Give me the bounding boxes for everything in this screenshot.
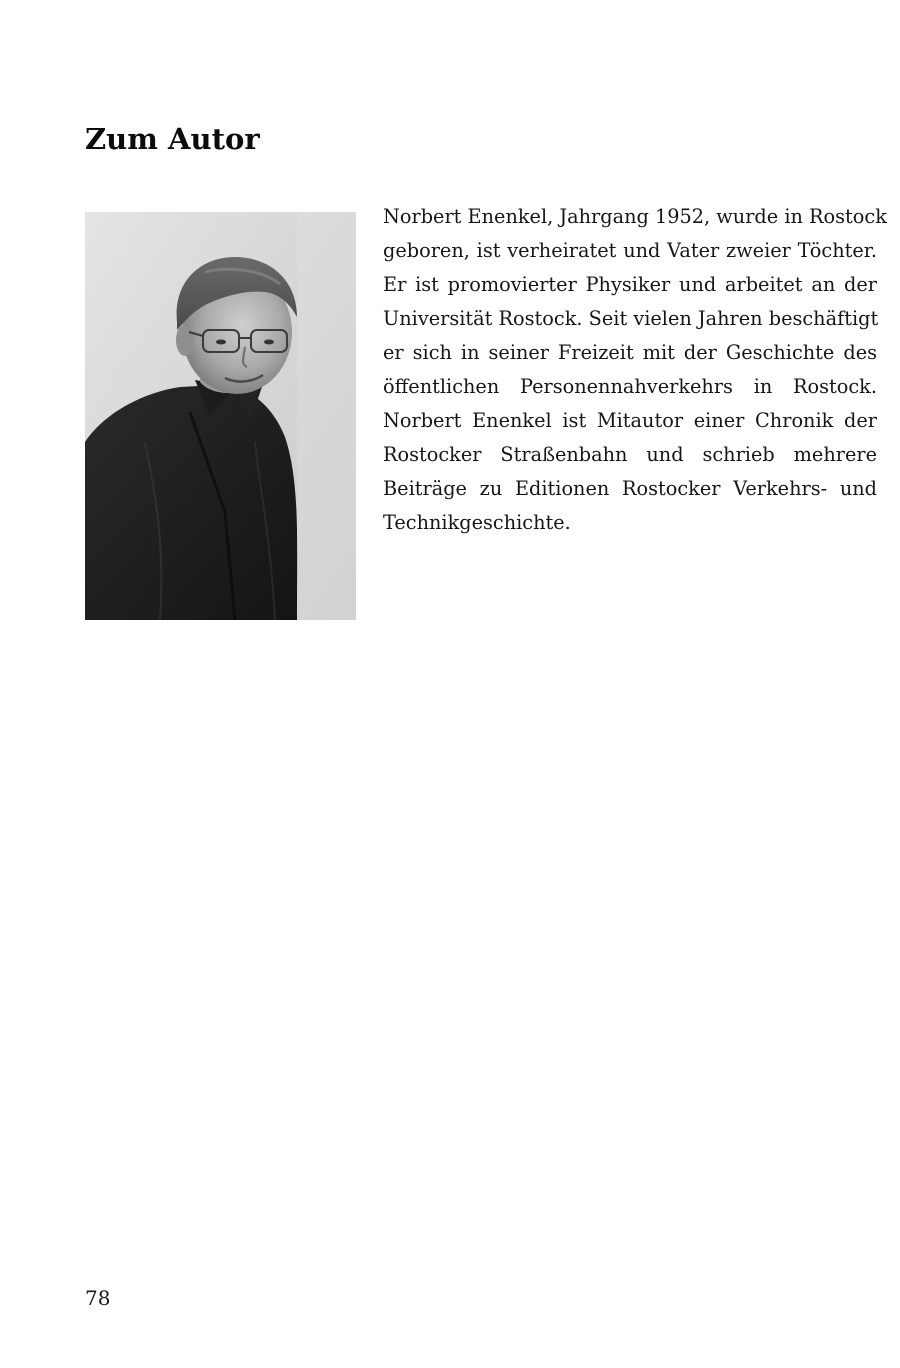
bio-line: geboren, ist verheiratet und Vater zweier Töchter. [383,239,877,262]
bio-line: Rostocker Straßenbahn und schrieb mehrere [383,443,877,466]
bio-line: öffentlichen Personennahverkehrs in Rostock. [383,375,877,398]
bio-line: Technikgeschichte. [383,511,571,534]
section-heading: Zum Autor [85,122,260,156]
bio-line: Norbert Enenkel, Jahrgang 1952, wurde in Rostock [383,205,887,228]
author-portrait-image [85,212,356,620]
author-photo [85,212,356,620]
bio-line: Norbert Enenkel ist Mitautor einer Chronik der [383,409,877,432]
bio-line: Beiträge zu Editionen Rostocker Verkehrs- und [383,477,877,500]
bio-line: Er ist promovierter Physiker und arbeitet an der [383,273,877,296]
page-number: 78 [85,1286,111,1310]
bio-line: er sich in seiner Freizeit mit der Geschichte des [383,341,877,364]
bio-line: Universität Rostock. Seit vielen Jahren beschäftigt [383,307,879,330]
author-biography [383,200,887,540]
